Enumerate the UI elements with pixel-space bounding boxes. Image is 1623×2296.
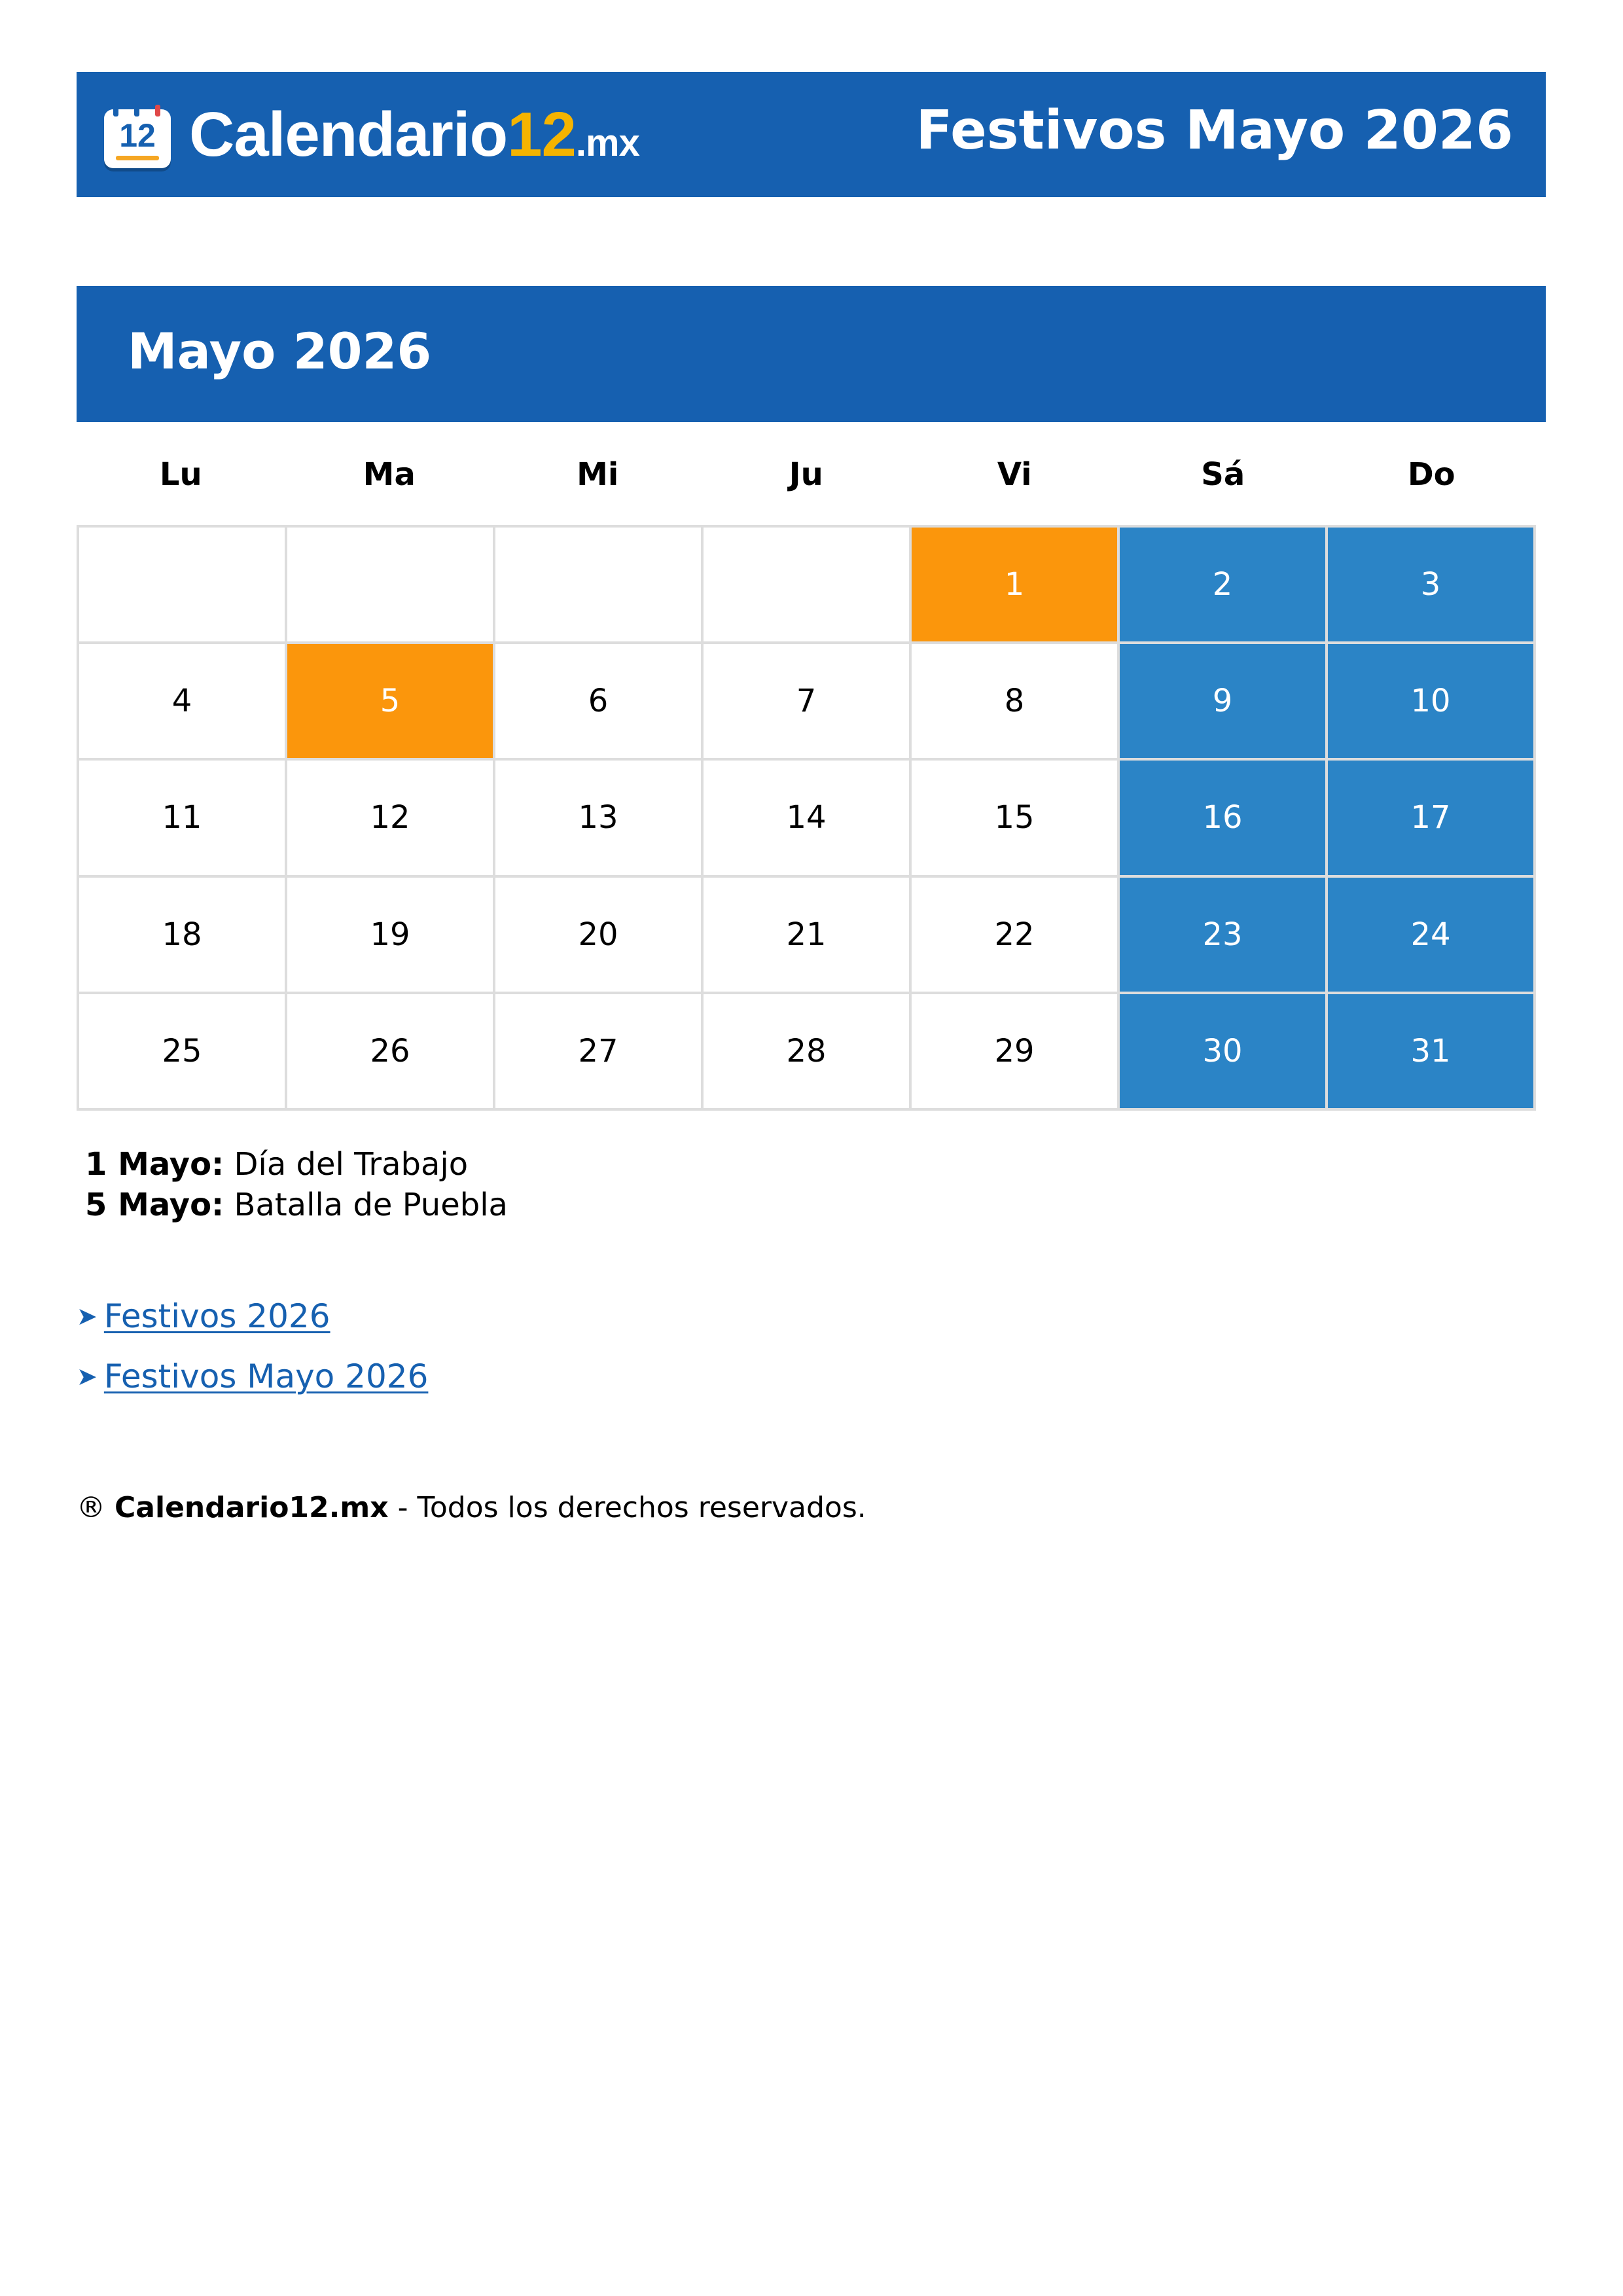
registered-icon: ® — [77, 1491, 105, 1524]
footer-text: - Todos los derechos reservados. — [397, 1491, 866, 1524]
weekday-label: Lu — [159, 456, 202, 493]
holiday-name: Día del Trabajo — [234, 1146, 469, 1183]
weekday-header-row — [77, 445, 1536, 504]
link-festivos-mayo-2026[interactable]: Festivos Mayo 2026 — [103, 1357, 429, 1395]
link-festivos-2026[interactable]: Festivos 2026 — [103, 1297, 330, 1335]
day-cell: 4 — [79, 644, 285, 758]
day-cell: 27 — [495, 994, 701, 1108]
footer-brand: Calendario12.mx — [115, 1491, 389, 1524]
logo-brand-number: 12 — [507, 99, 576, 170]
day-cell: 20 — [495, 878, 701, 992]
link-item — [77, 1286, 428, 1346]
site-logo[interactable] — [104, 99, 639, 171]
month-header — [77, 286, 1546, 422]
day-cell-weekend: 17 — [1328, 761, 1533, 874]
day-cell-weekend: 16 — [1120, 761, 1325, 874]
calendar-grid — [77, 525, 1536, 1111]
holiday-list — [85, 1144, 508, 1225]
day-cell-weekend: 10 — [1328, 644, 1533, 758]
day-cell: 26 — [287, 994, 493, 1108]
holiday-date: 1 Mayo: — [85, 1146, 224, 1183]
day-cell-weekend: 24 — [1328, 878, 1533, 992]
day-cell: 11 — [79, 761, 285, 874]
day-cell-empty — [79, 528, 285, 641]
day-cell: 12 — [287, 761, 493, 874]
day-cell: 29 — [912, 994, 1117, 1108]
day-cell-holiday: 5 — [287, 644, 493, 758]
link-item — [77, 1346, 428, 1407]
calendar-icon — [104, 109, 171, 168]
day-cell-weekend: 31 — [1328, 994, 1533, 1108]
weekday-label: Mi — [577, 456, 619, 493]
day-cell-weekend: 9 — [1120, 644, 1325, 758]
day-cell: 18 — [79, 878, 285, 992]
arrow-right-icon: ➤ — [77, 1362, 98, 1391]
arrow-right-icon: ➤ — [77, 1302, 98, 1331]
weekday-label: Vi — [997, 456, 1032, 493]
calendar-icon-number: 12 — [119, 117, 156, 154]
related-links — [77, 1286, 428, 1407]
day-cell: 8 — [912, 644, 1117, 758]
page-title: Festivos Mayo 2026 — [916, 99, 1513, 162]
day-cell: 13 — [495, 761, 701, 874]
day-cell: 28 — [704, 994, 909, 1108]
holiday-item — [85, 1144, 508, 1185]
day-cell: 22 — [912, 878, 1117, 992]
day-cell: 7 — [704, 644, 909, 758]
weekday-label: Do — [1407, 456, 1455, 493]
holiday-name: Batalla de Puebla — [234, 1187, 508, 1223]
page-header — [77, 72, 1546, 197]
weekday-label: Ju — [789, 456, 823, 493]
month-title: Mayo 2026 — [128, 322, 432, 380]
weekday-label: Sá — [1201, 456, 1245, 493]
logo-brand-main: Calendario — [189, 99, 508, 170]
day-cell: 14 — [704, 761, 909, 874]
day-cell-weekend: 23 — [1120, 878, 1325, 992]
day-cell: 21 — [704, 878, 909, 992]
logo-wordmark — [189, 99, 639, 176]
day-cell: 15 — [912, 761, 1117, 874]
day-cell: 19 — [287, 878, 493, 992]
holiday-item — [85, 1185, 508, 1225]
day-cell-holiday: 1 — [912, 528, 1117, 641]
day-cell-empty — [495, 528, 701, 641]
day-cell-empty — [704, 528, 909, 641]
day-cell-weekend: 3 — [1328, 528, 1533, 641]
day-cell-weekend: 30 — [1120, 994, 1325, 1108]
holiday-date: 5 Mayo: — [85, 1187, 224, 1223]
weekday-label: Ma — [363, 456, 416, 493]
logo-brand-tld: .mx — [575, 121, 639, 164]
page-footer — [77, 1488, 866, 1528]
day-cell-weekend: 2 — [1120, 528, 1325, 641]
day-cell-empty — [287, 528, 493, 641]
day-cell: 25 — [79, 994, 285, 1108]
day-cell: 6 — [495, 644, 701, 758]
